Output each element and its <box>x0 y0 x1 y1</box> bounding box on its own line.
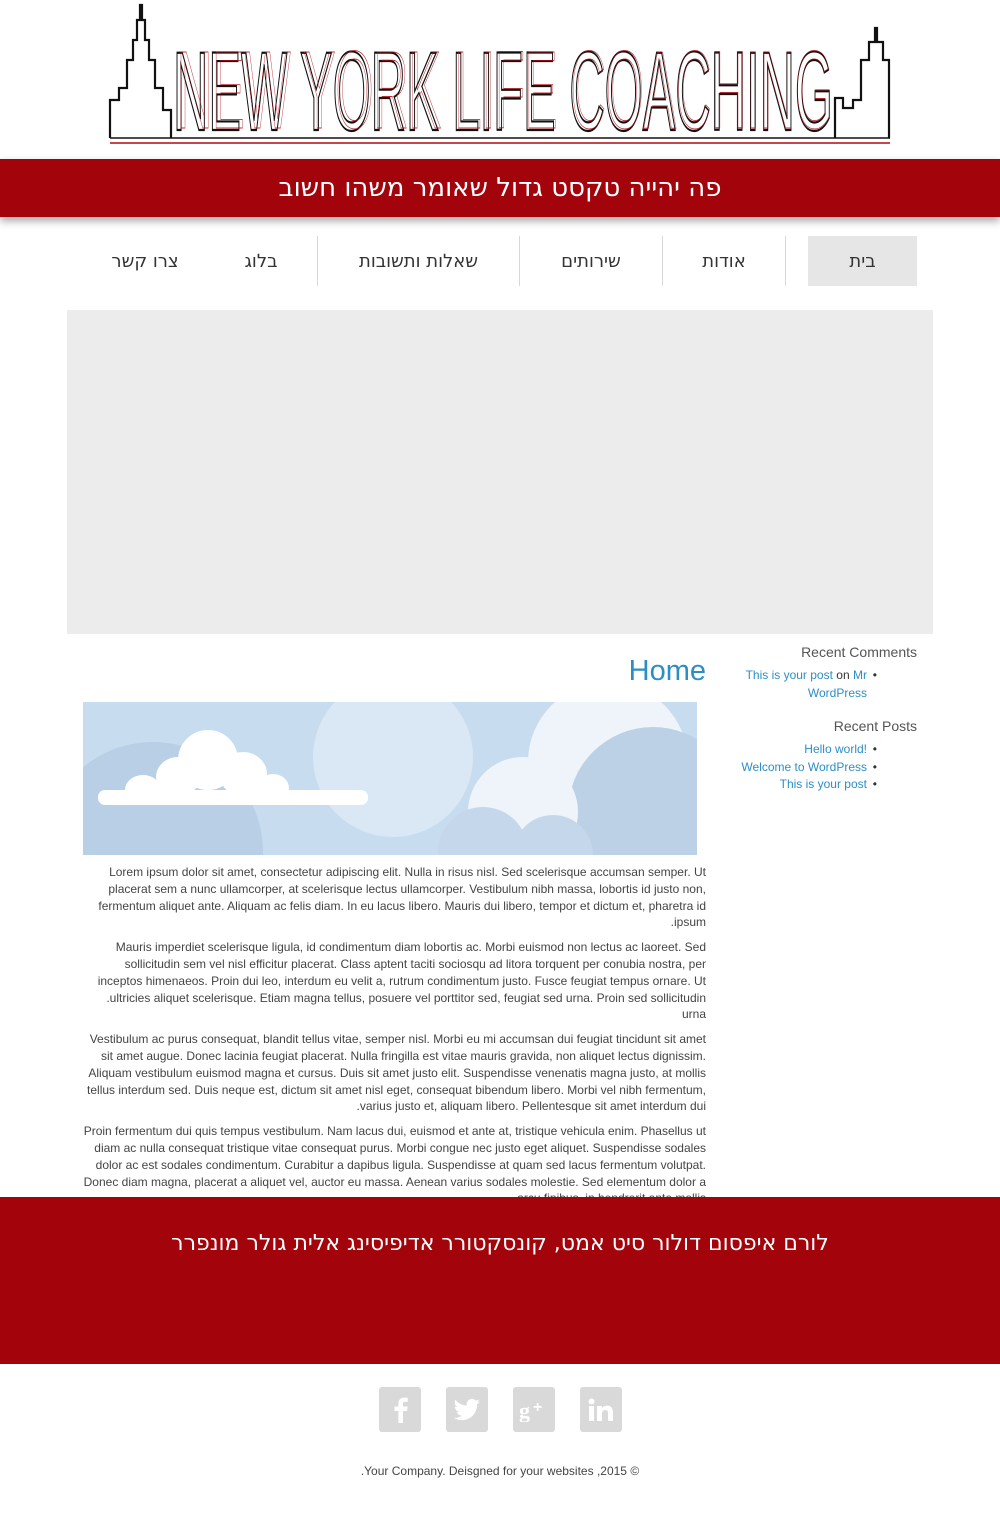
image-slider <box>67 310 933 634</box>
twitter-icon <box>453 1399 481 1421</box>
social-links <box>379 1387 622 1432</box>
linkedin-icon <box>588 1398 614 1422</box>
sidebar <box>725 644 917 810</box>
linkedin-button[interactable] <box>580 1387 622 1432</box>
headline-banner <box>0 159 1000 217</box>
comment-item <box>725 667 907 702</box>
recent-posts-title: Recent Posts <box>833 718 917 734</box>
comment-post-link[interactable]: This is your post <box>745 668 833 682</box>
facebook-button[interactable] <box>379 1387 421 1432</box>
twitter-button[interactable] <box>446 1387 488 1432</box>
nav-item-services[interactable]: שירותים <box>561 250 621 272</box>
footer-band-text: לורם איפסום דולור סיט אמט, קונסקטורר אדיפיסינג אלית גולר מונפרר <box>171 1231 829 1256</box>
recent-comments-title: Recent Comments <box>801 644 917 660</box>
recent-posts-widget <box>725 718 917 794</box>
main-nav <box>85 236 917 286</box>
paragraph: Lorem ipsum dolor sit amet, consectetur adipiscing elit. Nulla in risus nisl. Sed scelerisque accumsan semper. Ut placerat sem a nunc ullamcorper, at scelerisque lectus ullamcorper. Vestibulum nibh massa, lobortis id justo non, fermentum aliquet ante. Aliquam ac felis diam. In eu lacus libero. Mauris dui libero, tempor et dictum et, pharetra id .ipsum <box>98 865 706 930</box>
logo-text-accent: NEW YORK LIFE COACHING <box>177 29 833 150</box>
nav-item-faq[interactable]: שאלות ותשובות <box>359 250 479 272</box>
footer-band <box>0 1197 1000 1364</box>
hero-image <box>83 702 697 855</box>
paragraph: Vestibulum ac purus consequat, blandit tellus vitae, semper nisl. Morbi eu mi accumsan dui feugiat tincidunt sit amet sit amet augue. Donec lacinia feugiat placerat. Nulla fringilla est vitae mauris gravida, non aliquet lectus dignissim. Aliquam vestibulum euismod magna et cursus. Duis sit amet justo elit. Suspendisse venenatis magna justo, at mollis tellus interdum sed. Duis neque est, dictum sit amet nisl eget, consequat bibendum libero. Morbi vel nibh fermentum, .varius justo et, aliquam libero. Pellentesque sit amet interdum dui <box>87 1032 706 1114</box>
recent-post-item <box>725 759 907 777</box>
nav-item-about[interactable]: אודות <box>702 250 746 272</box>
site-logo[interactable] <box>105 0 895 150</box>
nav-item-home[interactable]: בית <box>808 236 917 286</box>
comment-author-link[interactable]: Mr WordPress <box>807 668 867 700</box>
google-plus-button[interactable] <box>513 1387 555 1432</box>
svg-text:g: g <box>519 1397 530 1422</box>
google-plus-icon <box>519 1398 549 1422</box>
recent-post-item <box>725 776 907 794</box>
recent-post-link[interactable]: !Hello world <box>804 742 867 756</box>
copyright: © 2015, Your Company. Deisgned for your websites. <box>360 1464 640 1478</box>
paragraph: Proin fermentum dui quis tempus vestibulum. Nam lacus dui, euismod et ante at, tristique vehicula enim. Phasellus ut diam ac nulla consequat tristique vitae consequat purus. Morbi congue nec justo eget aliquet. Suspendisse sodales dolor ac est sodales condimentum. Curabitur a dapibus ligula. Suspendisse at quam sed lacus fermentum volutpat. Donec diam magna, placerat a aliquet vel, auctor eu massa. Aenean varius sodales molestie. Sed elementum dolor a <box>83 1124 706 1189</box>
banner-text: פה יהייה טקסט גדול שאומר משהו חשוב <box>278 173 722 203</box>
logo-text: NEW YORK LIFE COACHING <box>173 29 833 150</box>
nav-item-blog[interactable]: בלוג <box>244 250 278 272</box>
recent-comments-widget <box>725 644 917 702</box>
paragraph: Mauris imperdiet scelerisque ligula, id condimentum diam lobortis ac. Morbi euismod non lectus ac laoreet. Sed sollicitudin sem vel nisl efficitur placerat. Class aptent taciti sociosqu ad litora torquent per conubia nostra, per inceptos himenaeos. Proin dui leo, interdum eu velit a, rutrum condimentum justo. Fusce feugiat tempus ornare. Ut .ultricies aliquet scelerisque. Etiam magna tellus, posuere vel porttitor sed, feugiat sed urna. Proin sed sollicitudin urna <box>97 940 706 1022</box>
page-title: Home <box>628 655 706 687</box>
recent-post-item <box>725 741 907 759</box>
facebook-icon <box>390 1397 410 1423</box>
comment-connector: on <box>836 668 850 682</box>
svg-text:+: + <box>533 1398 543 1416</box>
post-content <box>83 864 706 1215</box>
recent-post-link[interactable]: Welcome to WordPress <box>741 759 867 774</box>
nav-item-contact[interactable]: צרו קשר <box>111 250 179 272</box>
recent-post-link[interactable]: This is your post <box>779 777 867 791</box>
